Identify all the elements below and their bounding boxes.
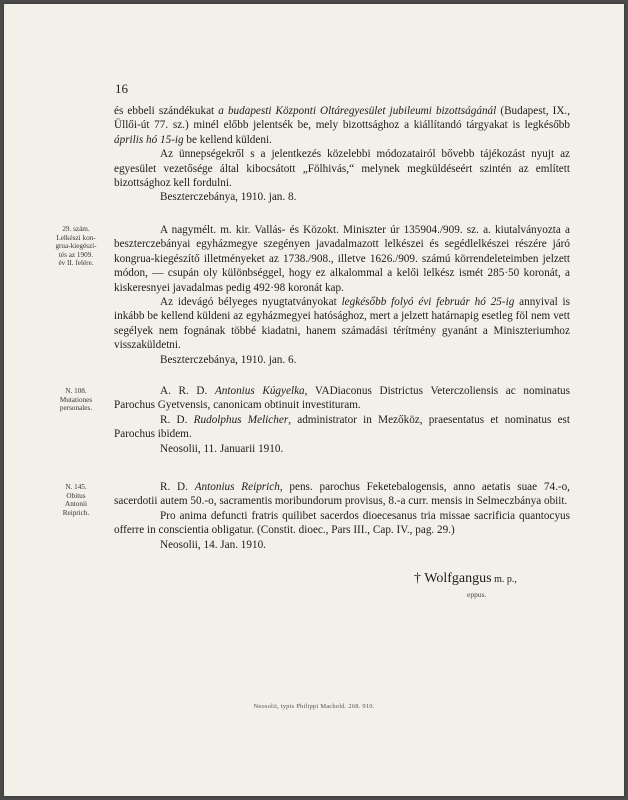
jubilee-paragraph-1 [114, 104, 570, 147]
mutationes-paragraph-1 [114, 384, 570, 413]
text-run: R. D. [160, 481, 195, 493]
margin-note-145 [40, 483, 112, 517]
signature-name: † Wolfgangus [414, 571, 492, 586]
margin-line: 29. szám. [62, 225, 90, 233]
obitus-date: Neosolii, 14. Jan. 1910. [160, 538, 266, 551]
text-run: és ebbeli szándékukat [114, 105, 219, 117]
section-kongrua [114, 223, 570, 367]
printer-imprint: Neosolii, typis Philippi Machold. 268. 910. [253, 703, 375, 710]
italic-run: legkésőbb folyó évi február hó 25-ig [341, 296, 515, 309]
italic-run: április hó 15-ig [114, 133, 184, 146]
text-run: Az idevágó bélyeges nyugtatványokat [160, 296, 342, 309]
margin-line: tés az 1909. [58, 250, 94, 259]
mutationes-paragraph-2 [114, 413, 570, 442]
kongrua-date: Beszterczebánya, 1910. jan. 6. [160, 353, 297, 366]
margin-line: personales. [59, 404, 93, 413]
text-run: R. D. [160, 413, 194, 426]
margin-line: Reiprich. [62, 508, 90, 517]
text-run: , administrator in Mezőköz, praesentatus et nominatus est Parochus ibidem. [114, 413, 571, 441]
margin-note-29 [40, 225, 112, 268]
section-mutationes [114, 384, 570, 456]
signature-mp: m. p., [491, 574, 517, 585]
margin-line: Mutationes [59, 395, 93, 404]
italic-run: a budapesti Központi Oltáregyesület jubileumi bizottságánál [218, 105, 497, 117]
italic-run: Antonius Reiprich [194, 481, 280, 493]
signature [414, 571, 517, 587]
margin-note-108 [40, 387, 112, 413]
text-run: annyival is inkább be kellend küldeni az egyházmegyei hatósághoz, mert a jelzett határnapig esetleg föl nem vett segélyek nem fognának többé kiadatni, hanem számadási térítmény gyanánt a Miniszteriumhoz visszaküldetni. [114, 296, 570, 352]
text-run: , pens. parochus Feketebalogensis, anno aetatis suae 74.-o, sacerdotii autem 50.-o, sacramentis moribundorum provisus, 8.-a curr. mensis in Selmeczbánya obiit. [114, 481, 570, 508]
margin-line: Lelkészi kon- [56, 233, 96, 242]
kongrua-paragraph-1: A nagymélt. m. kir. Vallás- és Közokt. Miniszter úr 135904./909. sz. a. kiutalványozta a beszterczebányai egyházmegye szegényen javadalmazott lelkészei és segédlelkészei részére járó kongrua-kiegészítő illetményeket az 1738./908., illetve 1626./909. számú körrendeleteimben jelzett módon, — csupán oly különbséggel, hogy ez alkalommal a kelői lelkész ismét 285·50 koronát, a kiskeresnyei javadalmas pedig 492·98 koronát kap. [114, 224, 570, 294]
margin-line: év II. felére. [58, 259, 94, 268]
section-obitus [114, 480, 570, 552]
margin-line: N. 108. [65, 387, 87, 395]
text-run: be kellend küldeni. [183, 133, 272, 146]
text-run: , VADiaconus Districtus Veterczoliensis ac nominatus Parochus Gyetvensis, canonicam obtinuit investituram. [114, 385, 570, 412]
margin-line: N. 145. [65, 483, 87, 491]
text-run: A. R. D. [160, 385, 215, 397]
margin-line: Antonii [65, 500, 87, 509]
section-jubilee [114, 104, 570, 205]
jubilee-date: Beszterczebánya, 1910. jan. 8. [160, 191, 297, 204]
page-number: 16 [115, 81, 128, 96]
italic-run: Rudolphus Melicher [193, 413, 289, 426]
margin-line: grua-kiegészí- [55, 242, 97, 251]
margin-line: Obitus [66, 491, 86, 500]
text-run: (Budapest, IX., Üllői-út 77. sz.) minél előbb jelentsék be, mely bizottsághoz a kiállítandó tárgyakat is legkésőbb [114, 105, 571, 132]
mutationes-date: Neosolii, 11. Januarii 1910. [160, 442, 284, 455]
signature-title: eppus. [467, 590, 487, 599]
italic-run: Antonius Kúgyelka [214, 385, 305, 397]
kongrua-paragraph-2 [114, 295, 570, 353]
obitus-paragraph-1 [114, 480, 570, 509]
obitus-paragraph-2: Pro anima defuncti fratris quilibet sacerdos dioecesanus tria missae sacrificia quantocyus offerre in conscientia obligatur. (Constit. dioec., Pars III., Cap. IV., pag. 29.) [114, 509, 570, 537]
jubilee-paragraph-2: Az ünnepségekről s a jelentkezés közelebbi módozatairól bővebb tájékozást nyujt az egyesület vezetősége által kibocsátott „Fölhivás,“ melynek megküldéseért szintén az említett bizottsághoz kell fordulni. [114, 148, 570, 190]
document-page [4, 4, 624, 796]
